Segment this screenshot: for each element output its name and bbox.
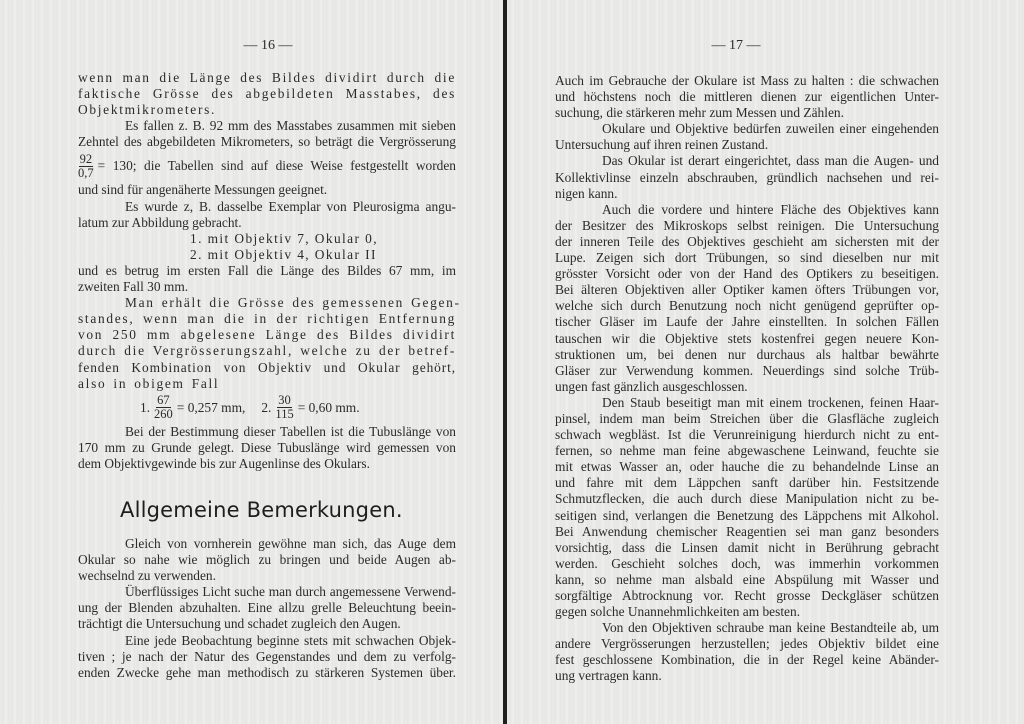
text-line: grösster Vorsicht oder von der Hand des Optikers zu beseitigen. bbox=[555, 266, 939, 282]
page-number: — 17 — bbox=[711, 38, 761, 53]
text-column bbox=[78, 70, 461, 681]
text-line: Gläser zur Verwendung kommen. Neuerdings sind solche Trüb- bbox=[555, 362, 939, 378]
formula-prefix: 2. bbox=[261, 399, 272, 415]
text-line: latum zur Abbildung gebracht. bbox=[78, 214, 242, 230]
text-line: also in obigem Fall bbox=[78, 375, 220, 391]
paragraph bbox=[555, 73, 939, 121]
text-line: durch die Vergrösserungszahl, welche zu der betref- bbox=[78, 343, 456, 359]
fraction-line bbox=[78, 150, 456, 182]
text-line: der inneren Teile des Objektives geschieht am sichersten mit der bbox=[555, 233, 939, 249]
text-line: fenden Kombination von Objektiv und Okular gehört, bbox=[78, 359, 456, 375]
formula-prefix: 1. bbox=[140, 399, 151, 415]
paragraph bbox=[78, 536, 456, 584]
fraction-denominator: 260 bbox=[154, 407, 173, 422]
text-line: schwach wegbläst. Ist die Verunreinigung hierdurch nicht zu ent- bbox=[555, 427, 939, 443]
text-line: von 250 mm abgelesene Länge des Bildes dividirt bbox=[78, 327, 456, 343]
fraction-denominator: 0,7 bbox=[78, 165, 94, 180]
text-line: Den Staub beseitigt man mit einem trockenen, feinen Haar- bbox=[602, 394, 939, 410]
left-page bbox=[0, 0, 504, 724]
paragraph bbox=[555, 620, 939, 684]
formula-result: = 0,257 mm, bbox=[176, 399, 246, 415]
text-line: Bei der Bestimmung dieser Tabellen ist die Tubuslänge von bbox=[125, 423, 456, 439]
text-line: pinsel, indem man beim Streichen über die Glasfläche zugleich bbox=[555, 410, 939, 426]
list-item: 1. mit Objektiv 7, Okular 0, bbox=[190, 230, 378, 246]
paragraph bbox=[555, 121, 939, 153]
text-line: Schmutzflecken, die auch durch diese Manipulation nicht zu be- bbox=[555, 491, 939, 507]
text-line: der Besitzer des Mikroskops selbst reinigen. Die Untersuchung bbox=[555, 217, 939, 233]
right-page bbox=[507, 0, 1024, 724]
fraction-numerator: 30 bbox=[278, 393, 291, 408]
text-line: tauschen wir die Objektive stets kostenfrei gegen neuere Kon- bbox=[555, 330, 939, 346]
text-line: Das Okular ist derart eingerichtet, dass man die Augen- und bbox=[602, 153, 939, 169]
text-line: ung der Blenden abzuhalten. Eine allzu grelle Beleuchtung beein- bbox=[78, 600, 456, 616]
text-line: tischer Gläser im Laufe der Jahre einstellten. In solchen Fällen bbox=[555, 314, 939, 330]
fraction-denominator: 115 bbox=[275, 407, 294, 422]
text-line: Eine jede Beobachtung beginne stets mit schwachen Objek- bbox=[125, 632, 456, 648]
objective-list bbox=[78, 231, 456, 263]
text-line: welche sich durch Benutzung noch nicht genügend geprüfter op- bbox=[555, 298, 939, 314]
text-column bbox=[555, 73, 939, 685]
fraction-numerator: 67 bbox=[157, 393, 170, 408]
fraction bbox=[78, 153, 94, 180]
text-line: nigen kann. bbox=[555, 185, 618, 201]
text-line: fest geschlossene Kombination, die in der Regel keine Abänder- bbox=[555, 652, 939, 668]
text-line: sorgfältige Abtrocknung vor. Recht grosse Deckgläser schützen bbox=[555, 588, 939, 603]
formula-result: = 0,60 mm. bbox=[297, 399, 360, 415]
text-line: vorsichtig, dass die Linsen damit nicht in Berührung gebracht bbox=[555, 539, 939, 555]
text-line: Es fallen z. B. 92 mm des Masstabes zusammen mit sieben bbox=[125, 118, 456, 134]
text-line: standes, wenn man die in der richtigen Entfernung bbox=[78, 311, 456, 327]
formula-line bbox=[78, 392, 456, 424]
text-line: andere Vergrösserungen herzustellen; jedes Objektiv bildet eine bbox=[555, 636, 939, 652]
text-line: Untersuchung auf ihren reinen Zustand. bbox=[555, 137, 769, 153]
fraction-numerator: 92 bbox=[79, 151, 93, 166]
paragraph bbox=[78, 633, 456, 681]
text-line: suchung, die stärkeren mehr zum Messen und Zählen. bbox=[555, 105, 844, 121]
paragraph bbox=[78, 584, 456, 632]
text-line: Bei Anwendung chemischer Reagentien sei man ganz besonders bbox=[555, 523, 939, 539]
text-line: und sind für angenäherte Messungen geeignet. bbox=[78, 182, 328, 198]
text-line: und es betrug im ersten Fall die Länge des Bildes 67 mm, im bbox=[78, 262, 456, 278]
paragraph bbox=[78, 70, 456, 118]
paragraph bbox=[78, 199, 456, 231]
text-line: zweiten Fall 30 mm. bbox=[78, 279, 189, 295]
text-line: fernen, so nehme man feine abgewaschene Leinwand, feuchte sie bbox=[555, 443, 939, 459]
paragraph bbox=[555, 395, 939, 620]
list-item: 2. mit Objektiv 4, Okular II bbox=[190, 246, 377, 262]
text-line: struktionen um, bei denen nur durchaus als haltbar bewährte bbox=[555, 346, 939, 362]
text-line: Bei älteren Objektiven aller Optiker kamen öfters Trübungen vor, bbox=[555, 282, 939, 298]
text-line: gegen solche Unannehmlichkeiten am besten. bbox=[555, 604, 801, 620]
text-line: Von den Objektiven schraube man keine Bestandteile ab, um bbox=[602, 620, 939, 636]
text-line: Auch die vordere und hintere Fläche des Objektives kann bbox=[602, 201, 939, 217]
paragraph bbox=[78, 118, 456, 198]
text-line: Okulare und Objektive bedürfen zuweilen einer eingehenden bbox=[602, 121, 939, 137]
text-line: enden Zwecke gehe man methodisch zu stärkeren Systemen über. bbox=[78, 664, 456, 680]
text-line: dem Objektivgewinde bis zur Augenlinse des Okulars. bbox=[78, 455, 370, 471]
paragraph bbox=[78, 263, 456, 295]
paragraph bbox=[78, 424, 456, 472]
page-number: — 16 — bbox=[243, 38, 293, 53]
text-line: werden. Geschieht solches doch, was immerhin vorkommen bbox=[555, 555, 939, 571]
text-line: und höchstens noch die mittleren dienen zur eigentlichen Unter- bbox=[555, 89, 939, 105]
text-line: Es wurde z, B. dasselbe Exemplar von Pleurosigma angu- bbox=[125, 198, 456, 214]
text-line: mit etwas Wasser an, oder hauche die zu behandelnde Linse an bbox=[555, 459, 939, 475]
paragraph bbox=[555, 202, 939, 395]
text-line: tiven ; je nach der Natur des Gegenstandes und dem zu verfolg- bbox=[78, 648, 456, 664]
text-line: kann, so nehme man alsbald eine Abspülung mit Wasser und bbox=[555, 571, 939, 587]
fraction bbox=[154, 394, 173, 421]
text-line: wenn man die Länge des Bildes dividirt durch die bbox=[78, 70, 456, 85]
text-line: 170 mm zu Grunde gelegt. Diese Tubuslänge wird gemessen von bbox=[78, 439, 456, 455]
text-line: trächtigt die Untersuchung und schadet zugleich den Augen. bbox=[78, 616, 401, 632]
text-line: Gleich von vornherein gewöhne man sich, das Auge dem bbox=[125, 535, 456, 551]
text-line: ung vertragen kann. bbox=[555, 668, 662, 684]
text-line: und fahre mit dem Läppchen sanft darüber hin. Festsitzende bbox=[555, 475, 939, 491]
text-line: Man erhält die Grösse des gemessenen Gegen- bbox=[125, 295, 461, 311]
text-line: Überflüssiges Licht suche man durch angemessene Verwend- bbox=[125, 584, 456, 600]
text-line: wechselnd zu verwenden. bbox=[78, 568, 216, 584]
text-line: Kollektivlinse einzeln abschrauben, gründlich nachsehen und rei- bbox=[555, 169, 939, 185]
text-line: Zehntel des abgebildeten Mikrometers, so beträgt die Vergrösserung bbox=[78, 134, 456, 150]
text-line: = 130; die Tabellen sind auf diese Weise festgestellt worden bbox=[97, 158, 456, 174]
text-line: seitigen sind, verlangen die Benetzung des Läppchens mit Alkohol. bbox=[555, 507, 939, 523]
paragraph bbox=[555, 153, 939, 201]
text-line: faktische Grösse des abgebildeten Masstabes, des bbox=[78, 86, 456, 102]
text-line: Lupe. Zeigen sich dort Trübungen, so sind dieselben nur mit bbox=[555, 250, 939, 266]
text-line: ungen fast gänzlich ausgeschlossen. bbox=[555, 378, 748, 394]
paragraph bbox=[78, 295, 461, 392]
section-heading: Allgemeine Bemerkungen. bbox=[120, 497, 403, 522]
text-line: Objektmikrometers. bbox=[78, 102, 217, 118]
text-line: Okular so nahe wie möglich zu bringen und beide Augen ab- bbox=[78, 552, 456, 568]
text-line: Auch im Gebrauche der Okulare ist Mass zu halten : die schwachen bbox=[555, 73, 939, 88]
fraction bbox=[275, 394, 293, 421]
